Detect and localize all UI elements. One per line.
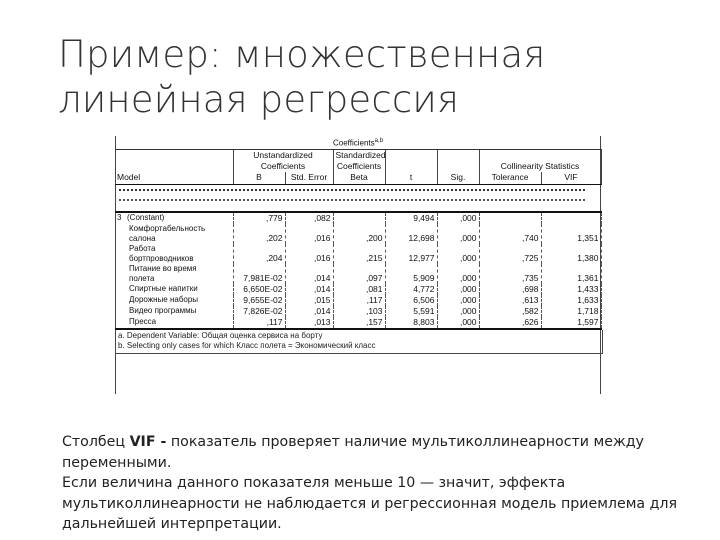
cell-se: ,015: [285, 295, 333, 306]
coefficients-table-image: [115, 136, 601, 354]
row-label-line: Дорожные наборы: [129, 294, 199, 304]
dotted-separator: [115, 184, 601, 212]
cell-se: ,014: [285, 264, 333, 284]
table-row: [115, 317, 601, 329]
dotted-line-2: [119, 199, 585, 201]
row-label-line: Пресса: [129, 316, 157, 326]
table-row: [115, 284, 601, 295]
table-note-a: a. Dependent Variable: Общая оценка сервиса на борту: [118, 330, 323, 340]
cell-beta: ,157: [333, 317, 385, 329]
cell-t: 8,803: [385, 317, 437, 329]
cell-vif: [541, 212, 601, 224]
row-label-line: салона: [129, 233, 156, 243]
cell-se: ,082: [285, 212, 333, 224]
row-label-line: Работа: [129, 243, 156, 253]
model-number: 3: [117, 212, 122, 222]
group-header-empty: [115, 149, 233, 172]
group-header-collinearity: Collinearity Statistics: [479, 149, 601, 172]
cell-beta: ,117: [333, 295, 385, 306]
table-caption-sup: a,b: [374, 138, 383, 144]
column-header-b: B: [233, 172, 285, 185]
cell-vif: 1,380: [541, 244, 601, 264]
table-caption-text: Coefficients: [333, 138, 375, 148]
cell-se: ,016: [285, 244, 333, 264]
row-label: [115, 244, 233, 264]
cell-tol: [479, 212, 541, 224]
cell-vif: 1,351: [541, 224, 601, 244]
cell-t: 9,494: [385, 212, 437, 224]
group-header-standardized: Standardized Coefficients: [333, 149, 385, 172]
cell-b: 7,981E-02: [233, 264, 285, 284]
cell-b: 6,650E-02: [233, 284, 285, 295]
row-label-line: полета: [129, 273, 155, 283]
cell-b: ,779: [233, 212, 285, 224]
row-label: [115, 306, 233, 317]
dotted-line-1: [119, 189, 585, 191]
cell-sig: ,000: [437, 264, 479, 284]
row-label-line: (Constant): [127, 212, 165, 222]
slide-title-line-1: Пример: множественная: [58, 33, 546, 76]
row-label-line: бортпроводников: [129, 253, 194, 263]
cell-vif: 1,433: [541, 284, 601, 295]
row-label-line: Комфортабельность: [129, 223, 206, 233]
cell-vif: 1,597: [541, 317, 601, 329]
cell-beta: ,200: [333, 224, 385, 244]
row-label-line: Питание во время: [129, 263, 197, 273]
cell-sig: ,000: [437, 317, 479, 329]
paragraph-line-1: [62, 432, 682, 473]
group-header-unstandardized: Unstandardized Coefficients: [233, 149, 333, 172]
table-row: [115, 295, 601, 306]
table-column-header-row: [115, 172, 601, 185]
table-caption: [115, 136, 601, 149]
table-row: [115, 244, 601, 264]
cell-se: ,016: [285, 224, 333, 244]
cell-tol: ,613: [479, 295, 541, 306]
column-header-sig: Sig.: [437, 172, 479, 185]
row-label: [115, 224, 233, 244]
column-header-beta: Beta: [333, 172, 385, 185]
cell-b: 7,826E-02: [233, 306, 285, 317]
paragraph-line-2: Если величина данного показателя меньше 10 — значит, эффекта мультиколлинеарности не наблюдается и регрессионная модель приемлема для дальнейшей интерпретации.: [62, 475, 678, 532]
row-label: [115, 212, 233, 224]
cell-tol: ,740: [479, 224, 541, 244]
cell-t: 12,698: [385, 224, 437, 244]
paragraph-prefix: Столбец: [62, 434, 130, 450]
cell-vif: 1,361: [541, 264, 601, 284]
cell-t: 4,772: [385, 284, 437, 295]
paragraph-rest: показатель проверяет наличие мультиколлинеарности между переменными.: [62, 434, 644, 471]
cell-vif: 1,718: [541, 306, 601, 317]
column-header-std-error: Std. Error: [285, 172, 333, 185]
cell-se: ,014: [285, 306, 333, 317]
table-row: [115, 212, 601, 224]
cell-sig: ,000: [437, 295, 479, 306]
table-notes: [115, 330, 603, 354]
row-label: [115, 317, 233, 329]
cell-tol: ,735: [479, 264, 541, 284]
column-header-tolerance: Tolerance: [479, 172, 541, 185]
cell-b: 9,655E-02: [233, 295, 285, 306]
table-note-b: b. Selecting only cases for which Класс полета = Экономический класс: [118, 341, 376, 351]
slide-title-line-2: линейная регрессия: [58, 78, 460, 121]
column-header-model: Model: [115, 172, 233, 185]
cell-t: 12,977: [385, 244, 437, 264]
row-label: [115, 295, 233, 306]
cell-t: 5,909: [385, 264, 437, 284]
cell-b: ,117: [233, 317, 285, 329]
cell-tol: ,725: [479, 244, 541, 264]
cell-t: 5,591: [385, 306, 437, 317]
cell-sig: ,000: [437, 284, 479, 295]
row-label-line: Спиртные напитки: [129, 283, 198, 293]
column-header-vif: VIF: [541, 172, 601, 185]
cell-beta: ,081: [333, 284, 385, 295]
cell-beta: ,215: [333, 244, 385, 264]
cell-beta: ,097: [333, 264, 385, 284]
cell-beta: [333, 212, 385, 224]
cell-tol: ,626: [479, 317, 541, 329]
cell-se: ,013: [285, 317, 333, 329]
slide-title: [58, 32, 678, 122]
cell-sig: ,000: [437, 244, 479, 264]
row-label-line: Видео программы: [129, 305, 197, 315]
row-label: [115, 284, 233, 295]
cell-tol: ,698: [479, 284, 541, 295]
table-row: [115, 224, 601, 244]
table-row: [115, 264, 601, 284]
cell-sig: ,000: [437, 224, 479, 244]
explanation-paragraph: [62, 432, 682, 535]
cell-sig: ,000: [437, 212, 479, 224]
row-label: [115, 264, 233, 284]
table-omitted-rows-separator: [115, 184, 601, 212]
table-caption-row: [115, 136, 601, 149]
coefficients-table: [115, 136, 602, 330]
cell-se: ,014: [285, 284, 333, 295]
cell-b: ,204: [233, 244, 285, 264]
table-group-header-row: [115, 149, 601, 172]
paragraph-vif-bold: VIF -: [129, 434, 167, 450]
cell-tol: ,582: [479, 306, 541, 317]
cell-sig: ,000: [437, 306, 479, 317]
column-header-t: t: [385, 172, 437, 185]
cell-vif: 1,633: [541, 295, 601, 306]
table-row: [115, 306, 601, 317]
group-header-empty-t: [385, 149, 437, 172]
cell-t: 6,506: [385, 295, 437, 306]
cell-b: ,202: [233, 224, 285, 244]
group-header-empty-sig: [437, 149, 479, 172]
cell-beta: ,103: [333, 306, 385, 317]
